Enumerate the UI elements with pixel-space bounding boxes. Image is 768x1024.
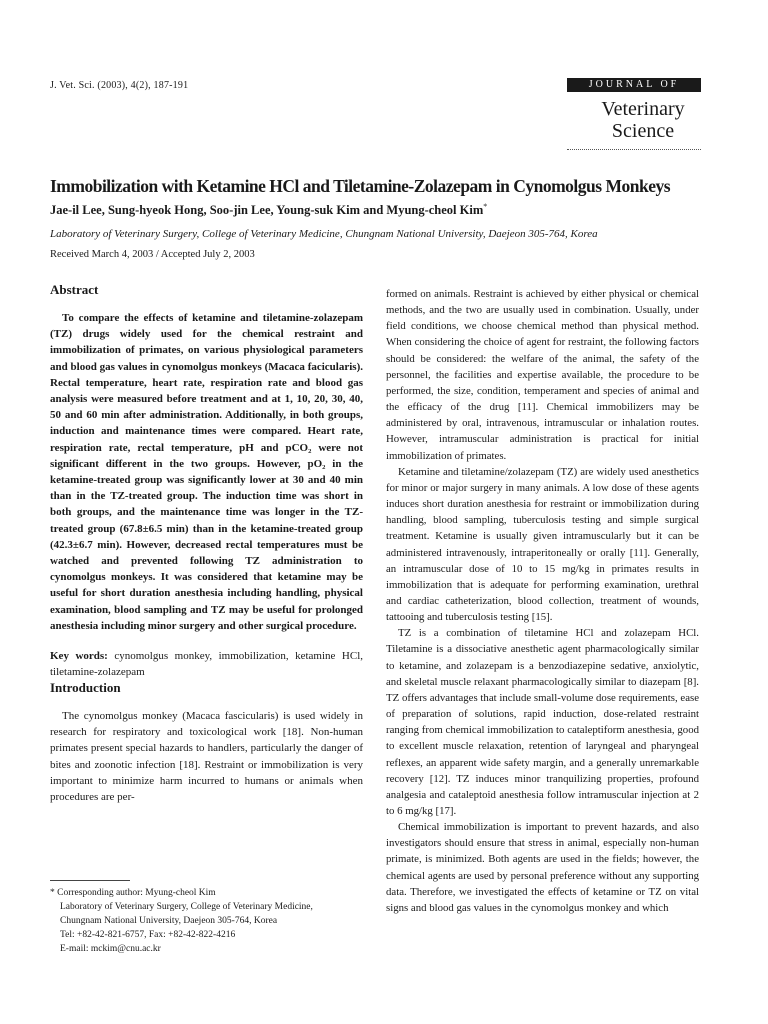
keywords-list: cynomolgus monkey, immobilization, ketamine HCl, tiletamine-zolazepam (50, 650, 363, 679)
footnote-divider (50, 880, 130, 881)
journal-banner: JOURNAL OF (567, 78, 701, 92)
keywords (50, 648, 363, 680)
footnote-email: E-mail: mckim@cnu.ac.kr (60, 944, 161, 954)
right-column (386, 286, 699, 916)
keywords-label: Key words: (50, 650, 108, 663)
article-authors (50, 202, 730, 218)
journal-logo (567, 78, 701, 150)
footnote-phone: Tel: +82-42-821-6757, Fax: +82-42-822-4216 (60, 930, 236, 940)
introduction-heading: Introduction (50, 680, 121, 696)
author-list: Jae-il Lee, Sung-hyeok Hong, Soo-jin Lee, Young-suk Kim and Myung-cheol Kim (50, 203, 484, 218)
article-title: Immobilization with Ketamine HCl and Tiletamine-Zolazepam in Cynomolgus Monkeys (50, 176, 671, 196)
article-affiliation: Laboratory of Veterinary Surgery, College of Veterinary Medicine, Chungnam National University, Daejeon 305-764, Korea (50, 228, 598, 240)
journal-rule (567, 149, 701, 150)
received-dates: Received March 4, 2003 / Accepted July 2, 2003 (50, 249, 255, 260)
corresponding-author-mark: * (483, 202, 488, 211)
footnote (50, 886, 370, 956)
body-paragraph-objective: Chemical immobilization is important to prevent hazards, and also investigators should ensure that stress in animal, especially non-human primate, is minimized. Both agents are used in the fields; however, the chemical agents are used by personal preference without any supporting data. Therefore, we investigated the effects of ketamine or TZ on vital signs and blood gas values in the cynomolgus monkey and which (386, 821, 699, 914)
left-column (50, 282, 363, 805)
abstract-heading: Abstract (50, 282, 99, 297)
journal-citation: J. Vet. Sci. (2003), 4(2), 187-191 (50, 80, 189, 91)
footnote-corresponding-author: * Corresponding author: Myung-cheol Kim (50, 888, 216, 898)
journal-name-line1: Veterinary (601, 98, 685, 120)
journal-name-line2: Science (611, 120, 675, 142)
body-paragraph-tz: TZ is a combination of tiletamine HCl and zolazepam HCl. Tiletamine is a dissociative anesthetic agent pharmacologically similar to ketamine, and zolazepam is a benzodiazepine sedative, anxiolytic, and skeletal muscle relaxant pharmacologically similar to diazepam [8]. TZ offers advantages that include small-volume dose requirements, ease of preparation of solutions, rapid induction, dose-related restraint ranging from chemical immobilization to cataleptiform anesthesia, good to excellent muscle relaxation, retention of laryngeal and pharyngeal reflexes, an apparent wide safety margin, and a generally unremarkable recovery [12]. TZ induces minor tranquilizing properties, profound analgesia and cataleptoid anesthesia follow intramuscular injection at 2 to 6 mg/kg [17]. (386, 627, 699, 817)
body-paragraph-continued: formed on animals. Restraint is achieved by either physical or chemical methods, and the two are usually used in combination. Usually, under field conditions, we choose chemical method than physical method. When considering the choice of agent for restraint, the following factors should be considered: the welfare of the animal, the safety of the personnel, the facilities and expertise available, the procedure to be performed, the size, condition, temperament and species of animal and the efficacy of the drug [11]. Chemical immobilizers may be administered by oral, intravenous, intramuscular or inhalation routes. However, intramuscular administration is practical for initial immobilization of primates. (386, 288, 699, 462)
footnote-address-1: Laboratory of Veterinary Surgery, College of Veterinary Medicine, (60, 902, 313, 912)
abstract-body: To compare the effects of ketamine and tiletamine-zolazepam (TZ) drugs widely used for the chemical restraint and immobilization of primates, on various physiological parameters and blood gas values in cynomolgus monkeys (Macaca facicularis). Rectal temperature, heart rate, respiration rate and blood gas analysis were measured before treatment and at 1, 10, 20, 30, 40, 50 and 60 min after administration. Additionally, in both groups, induction and maintenance times were compared. Heart rate, respiration rate, rectal temperature, pH and pCO₂ were not significant different in the two groups. However, pO₂ in the ketamine-treated group was significantly lower at 30 and 40 min than in the TZ-treated group. The induction time was short in both groups, and the maintenance time was longer in the TZ-treated group (67.8±6.5 min) than in the ketamine-treated group (42.3±6.7 min). However, decreased rectal temperatures must be watched and prevented following TZ administration to cynomolgus monkeys. It was considered that ketamine may be useful for short duration anesthesia including handling, physical examination, blood sampling and TZ may be useful for prolonged anesthesia including minor surgery and other surgical procedure. (50, 312, 363, 632)
body-paragraph-ketamine: Ketamine and tiletamine/zolazepam (TZ) are widely used anesthetics for minor or major surgery in many animals. A low dose of these agents induces short duration anesthesia for restraint or immobilization during handling, blood sampling, tuberculosis testing and simple surgical treatment. Ketamine is usually given intramuscularly but it can be administered intravenously, intraperitoneally or orally [11]. Generally, an intramuscular dose of 10 to 15 mg/kg in primates results in immobilization that is adequate for performing examination, urethral and cardiac catheterization, blood collection, treatment of wounds, tattooing and tuberculosis testing [15]. (386, 465, 699, 624)
introduction-paragraph: The cynomolgus monkey (Macaca fascicularis) is used widely in research for respiratory and toxicological work [18]. Non-human primates present special hazards to handlers, particularly the danger of bites and zoonotic infection [18]. Restraint or immobilization is very important to minimize harm incurred to humans or animals when procedures are per- (50, 710, 363, 804)
footnote-address-2: Chungnam National University, Daejeon 305-764, Korea (60, 916, 278, 926)
